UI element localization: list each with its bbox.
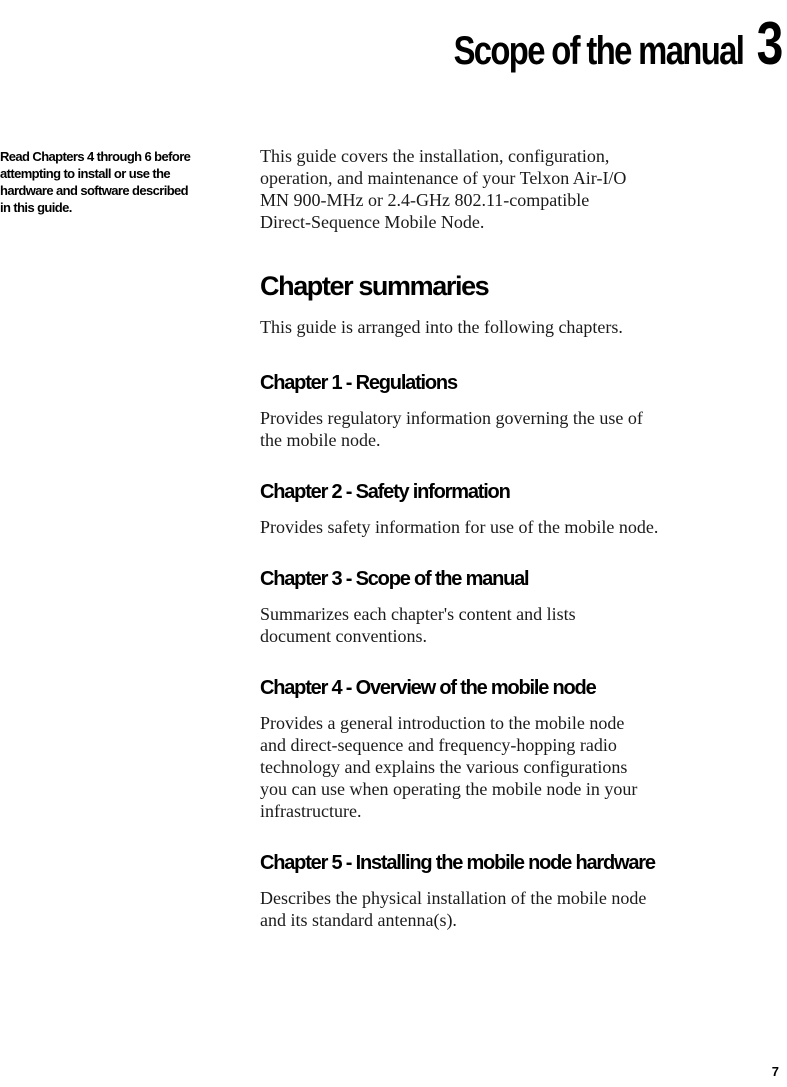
summary-line: Provides safety information for use of the mobile node. [260, 517, 659, 537]
intro-line: Direct-Sequence Mobile Node. [260, 212, 485, 232]
chapter-summary [260, 677, 780, 822]
intro-line: operation, and maintenance of your Telxon Air-I/O [260, 168, 627, 188]
intro-line: This guide covers the installation, configuration, [260, 146, 610, 166]
chapter-summary-text [260, 516, 780, 538]
chapter-summary-title: Chapter 2 - Safety information [260, 481, 510, 503]
summary-line: Provides a general introduction to the mobile node [260, 713, 625, 733]
margin-note-line: Read Chapters 4 through 6 before [0, 149, 191, 164]
summary-line: technology and explains the various configurations [260, 757, 628, 777]
summary-line: you can use when operating the mobile node in your [260, 779, 638, 799]
intro-paragraph [260, 145, 780, 233]
margin-note-line: in this guide. [0, 200, 72, 215]
chapter-summary [260, 852, 780, 931]
chapter-summary [260, 372, 780, 451]
summary-line: document conventions. [260, 626, 427, 646]
chapter-summary-title: Chapter 4 - Overview of the mobile node [260, 677, 596, 699]
page-number: 7 [771, 1064, 779, 1079]
chapter-title: Scope of the manual [454, 29, 744, 73]
chapter-summary-title: Chapter 5 - Installing the mobile node hardware [260, 852, 655, 874]
summary-line: the mobile node. [260, 430, 381, 450]
main-content [260, 145, 780, 961]
page-header [390, 10, 783, 77]
summary-line: Summarizes each chapter's content and lists [260, 604, 576, 624]
chapter-summary-text [260, 407, 780, 451]
chapter-list [260, 372, 780, 931]
chapter-summary-title: Chapter 3 - Scope of the manual [260, 568, 529, 590]
margin-note-line: hardware and software described [0, 183, 189, 198]
summary-line: Provides regulatory information governing the use of [260, 408, 643, 428]
summary-line: infrastructure. [260, 801, 362, 821]
section-heading: Chapter summaries [260, 271, 489, 301]
margin-note-line: attempting to install or use the [0, 166, 171, 181]
chapter-summary-text [260, 712, 780, 822]
section-lead: This guide is arranged into the following chapters. [260, 317, 623, 337]
margin-note [0, 148, 215, 216]
chapter-summary-text [260, 887, 780, 931]
summary-line: and its standard antenna(s). [260, 910, 457, 930]
chapter-summary-text [260, 603, 780, 647]
chapter-summary [260, 481, 780, 538]
chapter-number: 3 [756, 10, 783, 77]
chapter-summary [260, 568, 780, 647]
intro-line: MN 900-MHz or 2.4-GHz 802.11-compatible [260, 190, 590, 210]
chapter-summary-title: Chapter 1 - Regulations [260, 372, 457, 394]
summary-line: and direct-sequence and frequency-hopping radio [260, 735, 617, 755]
summary-line: Describes the physical installation of the mobile node [260, 888, 647, 908]
